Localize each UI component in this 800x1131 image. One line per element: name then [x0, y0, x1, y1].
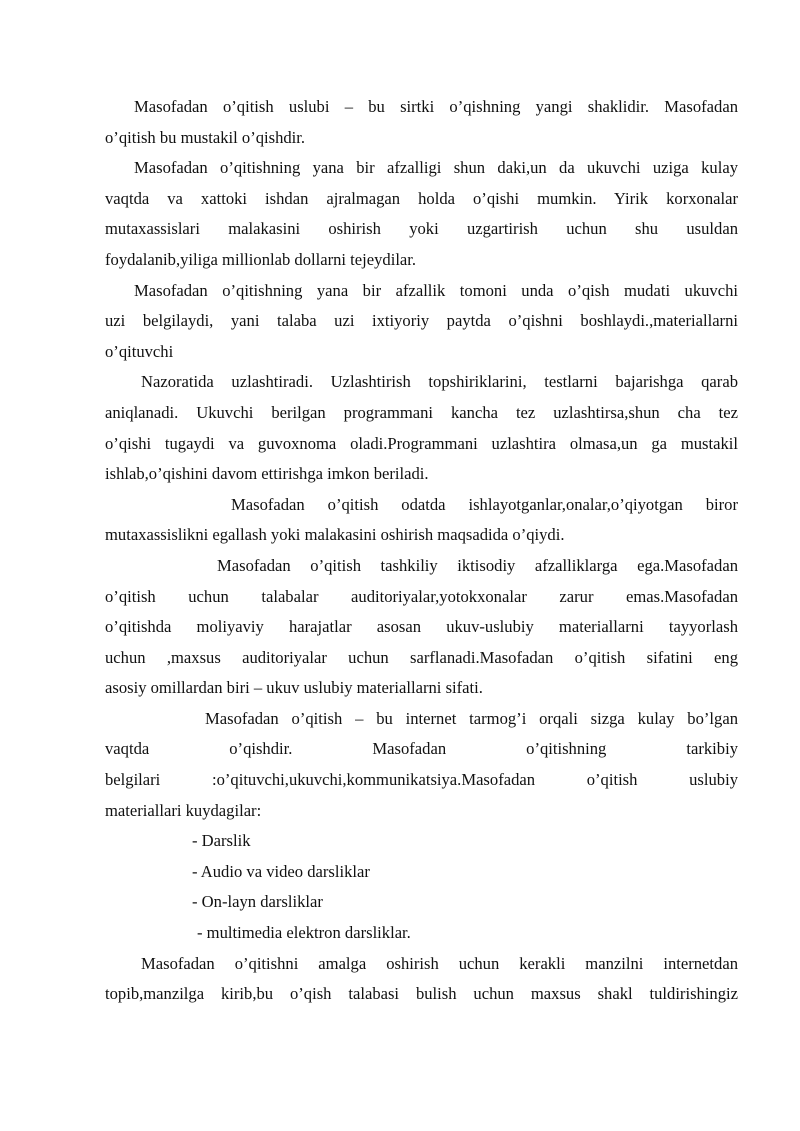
text-line: Masofadan o’qitish – bu internet tarmog’i orqali sizga kulay bo’lgan: [205, 708, 738, 728]
text-line: o’qishi tugaydi va guvoxnoma oladi.Programmani uzlashtira olmasa,un ga mustakil: [105, 433, 738, 453]
text-line: Masofadan o’qitishning yana bir afzallik tomoni unda o’qish mudati ukuvchi: [134, 280, 738, 300]
text-line: belgilari :o’qituvchi,ukuvchi,kommunikatsiya.Masofadan o’qitish uslubiy: [105, 770, 738, 790]
text-line: uzi belgilaydi, yani talaba uzi ixtiyoriy paytda o’qishni boshlaydi.,materiallarni: [105, 311, 738, 331]
text-line: Nazoratida uzlashtiradi. Uzlashtirish topshiriklarini, testlarni bajarishga qarab: [141, 372, 738, 392]
list-item: - Darslik: [192, 831, 251, 851]
text-line: topib,manzilga kirib,bu o’qish talabasi bulish uchun maxsus shakl tuldirishingiz: [105, 984, 738, 1004]
text-line: o’qitish uchun talabalar auditoriyalar,yotokxonalar zarur emas.Masofadan: [105, 586, 738, 606]
text-line: mutaxassislari malakasini oshirish yoki uzgartirish uchun shu usuldan: [105, 219, 738, 239]
text-line: uchun ,maxsus auditoriyalar uchun sarflanadi.Masofadan o’qitish sifatini eng: [105, 647, 738, 667]
text-line: aniqlanadi. Ukuvchi berilgan programmani kancha tez uzlashtirsa,shun cha tez: [105, 402, 738, 422]
text-line: Masofadan o’qitishning yana bir afzalligi shun daki,un da ukuvchi uziga kulay: [134, 158, 738, 178]
text-line: vaqtda va xattoki ishdan ajralmagan holda o’qishi mumkin. Yirik korxonalar: [105, 188, 738, 208]
text-line: Masofadan o’qitish odatda ishlayotganlar,onalar,o’qiyotgan biror: [231, 494, 738, 514]
text-line: o’qitish bu mustakil o’qishdir.: [105, 127, 306, 147]
text-line: Masofadan o’qitish uslubi – bu sirtki o’qishning yangi shaklidir. Masofadan: [134, 97, 738, 116]
text-line: Masofadan o’qitishni amalga oshirish uchun kerakli manzilni internetdan: [141, 953, 738, 973]
text-line: vaqtda o’qishdir. Masofadan o’qitishning tarkibiy: [105, 739, 738, 759]
text-line: foydalanib,yiliga millionlab dollarni tejeydilar.: [105, 249, 417, 269]
text-line: o’qitishda moliyaviy harajatlar asosan ukuv-uslubiy materiallarni tayyorlash: [105, 617, 738, 637]
text-line: mutaxassislikni egallash yoki malakasini oshirish maqsadida o’qiydi.: [105, 525, 565, 545]
text-line: ishlab,o’qishini davom ettirishga imkon beriladi.: [105, 464, 429, 484]
text-line: asosiy omillardan biri – ukuv uslubiy materiallarni sifati.: [105, 678, 483, 698]
text-line: Masofadan o’qitish tashkiliy iktisodiy afzalliklarga ega.Masofadan: [217, 555, 738, 575]
text-line: materiallari kuydagilar:: [105, 800, 262, 820]
list-item: - Audio va video darsliklar: [192, 861, 370, 881]
list-item: - On-layn darsliklar: [192, 892, 323, 912]
document-body: [105, 92, 738, 1010]
list-item: - multimedia elektron darsliklar.: [197, 923, 411, 943]
text-line: o’qituvchi: [105, 341, 174, 361]
